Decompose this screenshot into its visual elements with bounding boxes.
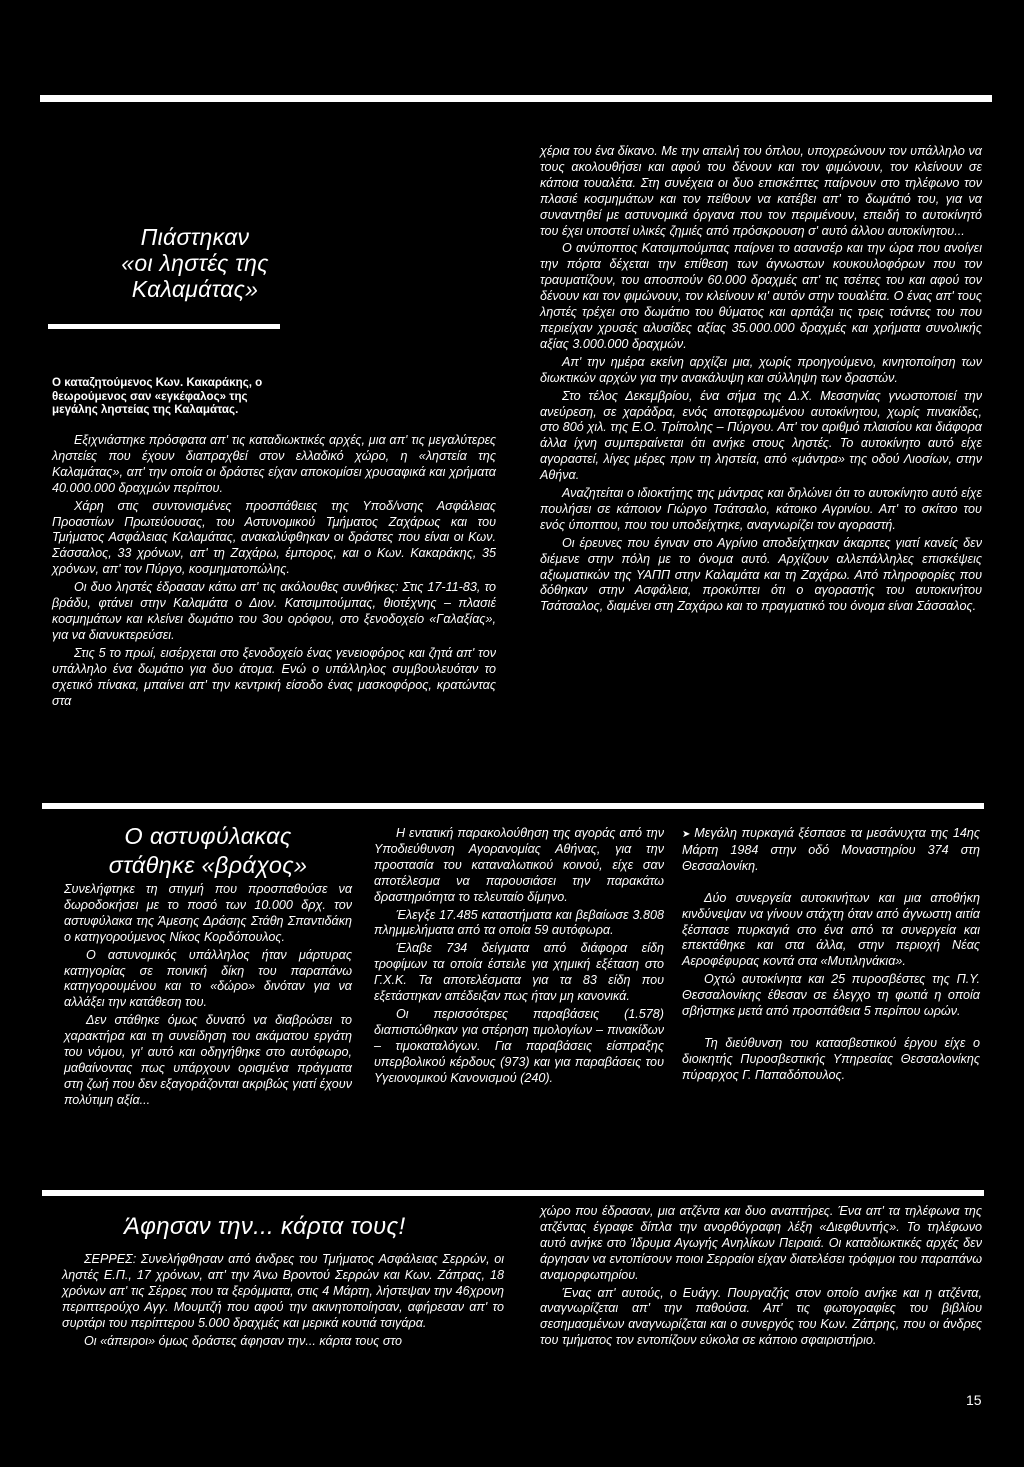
article-column-left <box>62 1252 504 1349</box>
article-headline <box>64 822 352 880</box>
paragraph: Έλεγξε 17.485 καταστήματα και βεβαίωσε 3.808 πλημμελήματα από τα οποία 59 αυτόφωρα. <box>374 907 664 938</box>
paragraph: Οι δυο ληστές έδρασαν κάτω απ' τις ακόλουθες συνθήκες: Στις 17-11-83, το βράδυ, φτάνει στην Καλαμάτα ο Διον. Κατσιμπούμπας, θιοτέχνης – πλασιέ κοσμημάτων και κλείνει δωμάτιο του 3ου ορόφου, στο ξενοδοχείο «Γαλαξίας», για να διανυκτερεύσει. <box>52 580 496 642</box>
article-headline: Άφησαν την... κάρτα τους! <box>124 1213 406 1240</box>
paragraph: Τη διεύθυνση του κατασβεστικού έργου είχε ο διοικητής Πυροσβεστικής Υπηρεσίας Θεσσαλονίκης πύραρχος Γ. Παπαδόπουλος. <box>682 1035 980 1082</box>
paragraph: Οι περισσότερες παραβάσεις (1.578) διαπιστώθηκαν για στέρηση τιμολογίων – πινακίδων – τιμοκαταλόγων. Για παραβάσεις είσπραξης υπερβολικού κέρδους (973) και για παραβάσεις του Υγειονομικού Κανονισμού (240). <box>374 1006 664 1085</box>
paragraph: Έλαβε 734 δείγματα από διάφορα είδη τροφίμων τα οποία έστειλε για χημική εξέταση στο Γ.Χ.Κ. Τα αποτελέσματα για τα 83 είδη που εξετάστηκαν απέδειξαν πως ήταν μη κανονικά. <box>374 941 664 1004</box>
paragraph: Συνελήφτηκε τη στιγμή που προσπαθούσε να δωροδοκήσει με το ποσό των 10.000 δρχ. τον αστυφύλακα της Άμεσης Δράσης Στάθη Σπαντιδάκη ο κατηγορούμενος Νίκος Κορδόπουλος. <box>64 882 352 944</box>
paragraph: Εξιχνιάστηκε πρόσφατα απ' τις καταδιωκτικές αρχές, μια απ' τις μεγαλύτερες ληστείες που έχουν διαπραχθεί στον ελλαδικό χώρο, η «ληστεία της Καλαμάτας», απ' την οποία οι δράστες είχαν αποκομίσει χρυσαφικά και χρήματα 40.000.000 δραχμών περίπου. <box>52 433 496 495</box>
section-divider <box>42 803 984 809</box>
article-fire-thessaloniki <box>682 826 980 1084</box>
paragraph <box>682 826 980 875</box>
pointer-icon: ➤ <box>682 829 695 840</box>
headline-line-1: Πιάστηκαν <box>140 224 250 250</box>
headline-rule <box>48 324 280 329</box>
paragraph: χέρια του ένα δίκανο. Με την απειλή του όπλου, υποχρεώνουν τον υπάλληλο να τους ακολουθήσει και αφού του δένουν και τον φιμώνουν, τον κλείνουν σε κάποια τουαλέτα. Στη συνέχεια οι δυο επισκέπτες παίρνουν στο τηλέφωνο τον πλασιέ κοσμημάτων και τον πείθουν να κατέβει απ' το δωμάτιό του, για να συναντηθεί με αστυνομικά όργανα που τον περιμένουν, επειδή το αυτοκίνητό του έχει υποστεί υλικές ζημιές από πρόσκρουση σ' αυτό άλλου αυτοκίνητου... <box>540 144 982 238</box>
paragraph: Χάρη στις συντονισμένες προσπάθειες της Υποδ/νσης Ασφάλειας Προαστίων Πρωτεύουσας, του Αστυνομικού Τμήματος Ζαχάρως και του Τμήματος Ασφάλειας Καλαμάτας, ανακαλύφθηκαν οι δράστες που είναι οι Κων. Σάσσαλος, 33 χρόνων, απ' τη Ζαχάρω, έμπορος, και ο Κων. Κακαράκης, 35 χρόνων, απ' τον Πύργο, κοσμηματοπώλης. <box>52 498 496 577</box>
section-divider <box>42 1190 984 1196</box>
article-column-right <box>540 144 982 615</box>
paragraph: Ο αστυνομικός υπάλληλος ήταν μάρτυρας κατηγορίας σε ποινική δίκη του παραπάνω κατηγορουμένου και το «δώρο» δινόταν για να αλλάξει την κατάθεση του. <box>64 947 352 1010</box>
paragraph: Στο τέλος Δεκεμβρίου, ένα σήμα της Δ.Χ. Μεσσηνίας γνωστοποιεί την ανεύρεση, σε χαράδρα, ενός αποτεφρωμένου αυτοκίνητου, χωρίς πινακίδες, στο 80ό χιλ. της Ε.Ο. Τρίπολης – Πύργου. Απ' τον αριθμό πλαισίου και διάφορα άλλα ίχνη συμπεραίνεται ότι ανήκε στους ληστές. Το αυτοκίνητο αυτό είχε αγοραστεί, λίγες μέρες πριν τη ληστεία, από «μάντρα» της οδού Λιοσίων, στην Αθήνα. <box>540 388 982 483</box>
paragraph: ΣΕΡΡΕΣ: Συνελήφθησαν από άνδρες του Τμήματος Ασφάλειας Σερρών, οι ληστές Ε.Π., 17 χρόνων, απ' την Άνω Βροντού Σερρών και Κων. Ζάπρας, 18 χρόνων απ' τις Σέρρες που τα ξερόμματα, στις 4 Μάρτη, λήστεψαν την 46χρονη περιπτερούχο Αγγ. Μουμτζή που αφού την ακινητοποίησαν, αφήρεσαν απ' το συρτάρι του περίπτερου 5.000 δραχμές και μερικά κουτιά τσιγάρα. <box>62 1252 504 1330</box>
paragraph: Στις 5 το πρωί, εισέρχεται στο ξενοδοχείο ένας γενειοφόρος και ζητά απ' τον υπάλληλο ένα δωμάτιο για δυο άτομα. Ενώ ο υπάλληλος συμβουλευόταν το σχετικό πίνακα, μπαίνει απ' την κεντρική είσοδο ένας μασκοφόρος, κρατώντας στα <box>52 645 496 708</box>
paragraph: Δεν στάθηκε όμως δυνατό να διαβρώσει το χαρακτήρα και τη συνείδηση του ακάματου εργάτη του νόμου, γι' αυτό και οδηγήθηκε στο αυτόφωρο, μαθαίνοντας πως υπάρχουν ορισμένα πράγματα στη ζωή που δεν εξαγοράζονται ακριβώς γιατί έχουν πολύτιμη αξία... <box>64 1013 352 1107</box>
article-column <box>64 882 352 1109</box>
article-headline <box>110 224 280 302</box>
headline-line-2: «οι ληστές της <box>121 250 269 276</box>
headline-line-1: Ο αστυφύλακας <box>124 823 292 849</box>
article-market-inspection <box>374 826 664 1087</box>
paragraph: Οχτώ αυτοκίνητα και 25 πυροσβέστες της Π.Υ. Θεσσαλονίκης έθεσαν σε έλεγχο τη φωτιά η οποία σβήστηκε μετά από προσπάθεια 5 περίπου ωρών. <box>682 972 980 1019</box>
paragraph: Η εντατική παρακολούθηση της αγοράς από την Υποδιεύθυνση Αγορανομίας Αθήνας, για την προστασία του καταναλωτικού κοινού, είχε σαν αποτέλεσμα να παρουσιάσει την παρακάτω δραστηριότητα το τελευταίο δίμηνο. <box>374 826 664 904</box>
paragraph: Αναζητείται ο ιδιοκτήτης της μάντρας και δηλώνει ότι το αυτοκίνητο αυτό είχε πουλήσει σε κάποιον Γιώργο Τσάτσαλο, κάτοικο Αγρινίου. Απ' το σκίτσο του ενός ύποπτου, που του υποδείχτηκε, αναγνωρίζει τον αγοραστή. <box>540 486 982 532</box>
photo-caption: Ο καταζητούμενος Κων. Κακαράκης, ο θεωρούμενος σαν «εγκέφαλος» της μεγάλης ληστείας της Καλαμάτας. <box>52 376 263 416</box>
top-rule <box>40 95 992 102</box>
paragraph-text: Μεγάλη πυρκαγιά ξέσπασε τα μεσάνυχτα της 14ης Μάρτη 1984 στην οδό Μοναστηρίου 374 στη Θεσσαλονίκη. <box>682 826 980 873</box>
paragraph: Ο ανύποπτος Κατσιμπούμπας παίρνει το ασανσέρ και την ώρα που ανοίγει την πόρτα δέχεται την επίθεση των άγνωστων κουκουλοφόρων που τον τραυματίζουν, του αποσπούν 60.000 δραχμές απ' τις τσέπες του και αφού τον δένουν και τον φιμώνουν, τον κλείνουν κι' αυτόν στην τουαλέτα. Ο ένας απ' τους ληστές τρέχει στο δωμάτιο του θύματος και αρπάζει τις τρεις τσάντες του που περιείχαν χρυσές αλυσίδες αξίας 35.000.000 δραχμές και χρήματα συνολικής αξίας 3.000.000 δραχμών. <box>540 241 982 351</box>
article-column-left <box>52 433 496 709</box>
paragraph: Δύο συνεργεία αυτοκινήτων και μια αποθήκη κινδύνεψαν να γίνουν στάχτη όταν από άγνωστη αιτία ξέσπασε πυρκαγιά στο ένα από τα συνεργεία και επεκτάθηκε και στα άλλα, στην περιοχή Νέας Αεροφέφυρας κοντά στα «Μυτιληνάκια». <box>682 890 980 969</box>
page-number: 15 <box>966 1392 982 1408</box>
paragraph: Οι «άπειροι» όμως δράστες άφησαν την... κάρτα τους στο <box>84 1333 403 1348</box>
headline-line-3: Καλαμάτας» <box>131 276 259 302</box>
paragraph: Ένας απ' αυτούς, ο Ευάγγ. Πουργαζής στον οποίο ανήκε και η ατζέντα, αναγνωρίζεται απ' την παθούσα. Απ' τις φωτογραφίες του βιβλίου σεσημασμένων αναγνωρίζεται και ο συνεργός του Κων. Ζάπρης, που οι άνδρες του τμήματος τον εντοπίζουν εύκολα σε κάποιο σφαιριστήριο. <box>540 1285 982 1348</box>
paragraph: χώρο που έδρασαν, μια ατζέντα και δυο αναπτήρες. Ένα απ' τα τηλέφωνα της ατζέντας έγραφε δίπλα την ανορθόγραφη λέξη «Διεφθυντής». Το τηλέφωνο αυτό ανήκε στο Ίδρυμα Αγωγής Ανηλίκων Πειραιά. Οι καταδιωκτικές αρχές δεν άργησαν να εντοπίσουν ποιοι Σερραίοι είχαν διατελέσει τρόφιμοι του παραπάνω αναμορφωτηρίου. <box>540 1204 982 1282</box>
headline-line-2: στάθηκε «βράχος» <box>108 852 308 878</box>
paragraph: Οι έρευνες που έγιναν στο Αγρίνιο αποδείχτηκαν άκαρπες γιατί κανείς δεν διέμενε στην πόλη με το όνομα αυτό. Αρχίζουν αλλεπάλληλες επισκέψεις αξιωματικών της ΥΑΠΠ στην Καλαμάτα και τη Ζαχάρω. Από πληροφορίες που δόθηκαν στην Ασφάλεια, προκύπτει ότι ο αγοραστής του αυτοκινήτου Τσάτσαλος, διαμένει στη Ζαχάρω και το πραγματικό του όνομα είναι Σάσσαλος. <box>540 535 982 614</box>
paragraph: Απ' την ημέρα εκείνη αρχίζει μια, χωρίς προηγούμενο, κινητοποίηση των διωκτικών αρχών για την ανακάλυψη και σύλληψη των δραστών. <box>540 354 982 385</box>
article-column-right <box>540 1204 982 1349</box>
